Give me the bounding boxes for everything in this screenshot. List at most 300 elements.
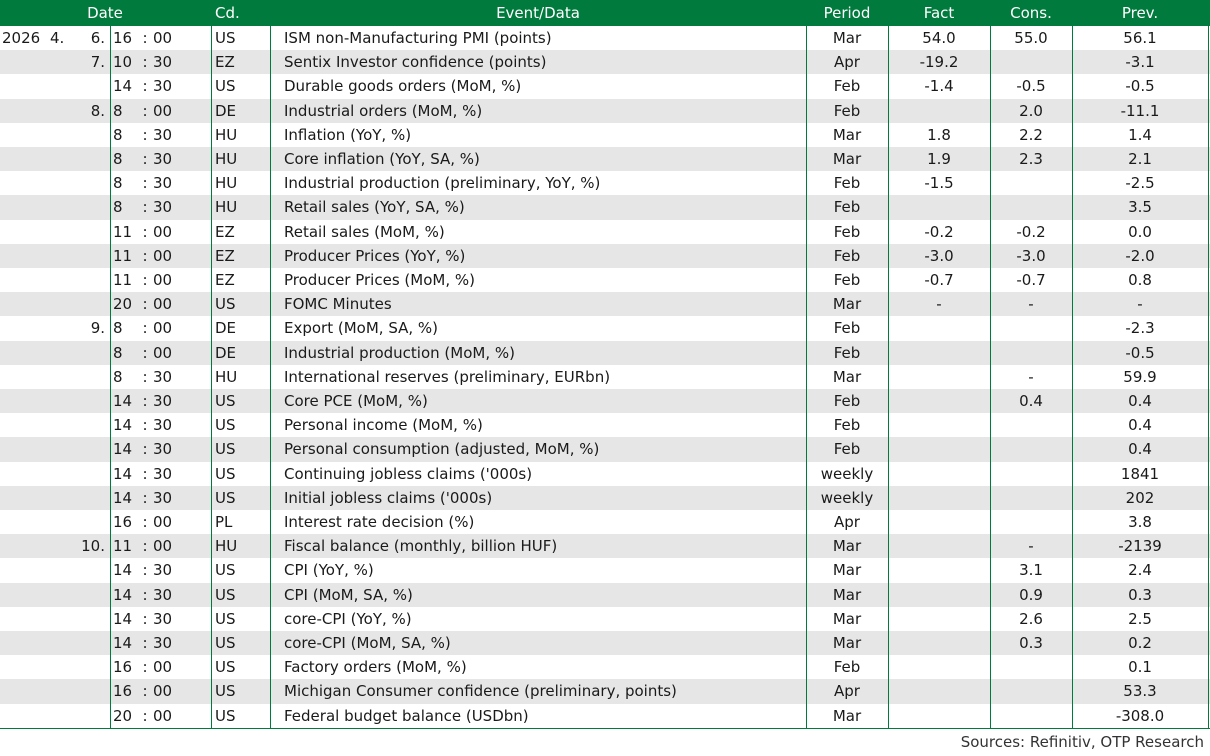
column-divider (1072, 26, 1073, 728)
day-cell (72, 607, 105, 631)
month-cell (50, 655, 74, 679)
previous-cell: 0.4 (1128, 392, 1152, 410)
previous-cell: 1.4 (1128, 125, 1152, 144)
period-cell: Apr (834, 513, 860, 531)
table-row (0, 171, 1210, 195)
consensus-cell (990, 341, 1072, 365)
event-cell: Initial jobless claims ('000s) (284, 488, 493, 507)
table-row (0, 655, 1210, 679)
period-cell: Mar (832, 561, 862, 580)
day-cell (72, 74, 105, 98)
country-code-cell: HU (215, 198, 238, 217)
table-row (0, 486, 1210, 510)
month-cell (50, 147, 74, 171)
minute-cell: 00 (153, 706, 173, 725)
day-cell (72, 462, 105, 486)
country-code-cell: HU (215, 537, 238, 556)
month-cell (50, 413, 74, 437)
period-cell: Mar (832, 609, 862, 628)
table-row (0, 268, 1210, 292)
hour-cell: 20 (113, 706, 133, 725)
header-prev: Prev. (1121, 4, 1159, 22)
time-separator: : (142, 416, 148, 435)
period-cell: Feb (833, 222, 861, 241)
table-row (0, 74, 1210, 98)
consensus-cell: 2.3 (1019, 150, 1043, 168)
time-separator: : (142, 77, 148, 96)
event-cell: Producer Prices (YoY, %) (284, 246, 466, 265)
fact-cell (888, 341, 990, 365)
header-cons: Cons. (1010, 4, 1052, 22)
consensus-cell (990, 655, 1072, 679)
minute-cell: 00 (153, 537, 173, 556)
table-row (0, 534, 1210, 558)
time-separator: : (142, 174, 148, 193)
day-cell (72, 195, 105, 219)
table-row (0, 437, 1210, 461)
hour-cell: 14 (113, 464, 133, 483)
year-cell (2, 558, 46, 582)
month-cell (50, 50, 74, 74)
time-separator: : (142, 29, 148, 47)
hour-cell: 8 (113, 198, 123, 217)
minute-cell: 30 (153, 464, 173, 483)
hour-cell: 8 (113, 125, 123, 144)
year-cell (2, 389, 46, 413)
month-cell: 4. (50, 29, 65, 47)
month-cell (50, 341, 74, 365)
month-cell (50, 316, 74, 340)
header-date (0, 0, 212, 26)
consensus-cell: 3.1 (1019, 561, 1043, 580)
period-cell: Feb (833, 246, 861, 265)
fact-cell (888, 99, 990, 123)
time-separator: : (142, 609, 148, 628)
header-event: Event/Data (496, 4, 580, 22)
year-cell (2, 99, 46, 123)
minute-cell: 30 (153, 488, 173, 507)
time-separator: : (142, 561, 148, 580)
year-cell (2, 365, 46, 389)
fact-cell (888, 583, 990, 607)
country-code-cell: DE (215, 343, 237, 362)
minute-cell: 00 (153, 295, 173, 314)
year-cell (2, 486, 46, 510)
hour-cell: 14 (113, 440, 133, 459)
previous-cell: -3.1 (1125, 53, 1155, 72)
minute-cell: 00 (153, 222, 173, 241)
consensus-cell (990, 316, 1072, 340)
column-divider (806, 26, 807, 728)
minute-cell: 30 (153, 53, 173, 72)
table-row (0, 389, 1210, 413)
month-cell (50, 704, 74, 728)
minute-cell: 30 (153, 77, 173, 96)
table-row (0, 558, 1210, 582)
time-separator: : (142, 464, 148, 483)
consensus-cell: - (1028, 295, 1034, 314)
period-cell: weekly (820, 464, 874, 483)
month-cell (50, 292, 74, 316)
day-cell: 6. (90, 29, 105, 47)
fact-cell: -1.4 (924, 77, 954, 96)
previous-cell: 2.1 (1128, 150, 1152, 168)
minute-cell: 00 (153, 246, 173, 265)
time-separator: : (142, 271, 148, 289)
column-divider (990, 26, 991, 728)
year-cell (2, 50, 46, 74)
period-cell: Feb (833, 343, 861, 362)
country-code-cell: US (215, 440, 236, 459)
minute-cell: 00 (153, 513, 173, 531)
country-code-cell: US (215, 488, 236, 507)
year-cell (2, 655, 46, 679)
month-cell (50, 607, 74, 631)
year-cell (2, 679, 46, 703)
previous-cell: 53.3 (1123, 682, 1157, 701)
event-cell: Fiscal balance (monthly, billion HUF) (284, 537, 558, 556)
year-cell (2, 341, 46, 365)
day-cell (72, 171, 105, 195)
event-cell: FOMC Minutes (284, 295, 392, 314)
table-row (0, 195, 1210, 219)
year-cell (2, 220, 46, 244)
year-cell (2, 195, 46, 219)
minute-cell: 30 (153, 150, 173, 168)
fact-cell: -0.7 (924, 271, 954, 289)
hour-cell: 14 (113, 561, 133, 580)
country-code-cell: DE (215, 319, 237, 338)
day-cell (72, 292, 105, 316)
event-cell: Core inflation (YoY, SA, %) (284, 150, 480, 168)
hour-cell: 8 (113, 101, 123, 120)
period-cell: Feb (833, 198, 861, 217)
previous-cell: -11.1 (1120, 101, 1160, 120)
day-cell (72, 365, 105, 389)
column-divider (1208, 26, 1209, 728)
event-cell: Retail sales (YoY, SA, %) (284, 198, 465, 217)
year-cell (2, 462, 46, 486)
previous-cell: 2.5 (1128, 609, 1152, 628)
hour-cell: 16 (113, 29, 133, 47)
consensus-cell: -0.5 (1016, 77, 1046, 96)
hour-cell: 8 (113, 319, 123, 338)
fact-cell: 1.8 (927, 125, 951, 144)
minute-cell: 30 (153, 174, 173, 193)
month-cell (50, 99, 74, 123)
minute-cell: 30 (153, 609, 173, 628)
hour-cell: 14 (113, 585, 133, 604)
consensus-cell: 0.3 (1019, 634, 1043, 652)
year-cell (2, 244, 46, 268)
period-cell: Mar (832, 125, 862, 144)
event-cell: Retail sales (MoM, %) (284, 222, 445, 241)
minute-cell: 00 (153, 101, 173, 120)
month-cell (50, 583, 74, 607)
fact-cell (888, 365, 990, 389)
period-cell: weekly (820, 488, 874, 507)
country-code-cell: US (215, 392, 236, 410)
country-code-cell: US (215, 682, 236, 701)
day-cell: 9. (90, 319, 105, 338)
country-code-cell: US (215, 29, 236, 47)
minute-cell: 30 (153, 125, 173, 144)
previous-cell: 0.0 (1128, 222, 1152, 241)
period-cell: Feb (833, 174, 861, 193)
hour-cell: 8 (113, 174, 123, 193)
table-row (0, 50, 1210, 74)
fact-cell: -3.0 (924, 246, 954, 265)
consensus-cell: 2.6 (1019, 609, 1043, 628)
table-row (0, 26, 1210, 50)
hour-cell: 14 (113, 609, 133, 628)
period-cell: Feb (833, 77, 861, 96)
table-row (0, 244, 1210, 268)
event-cell: Industrial production (preliminary, YoY, %) (284, 174, 601, 193)
fact-cell (888, 704, 990, 728)
time-separator: : (142, 488, 148, 507)
minute-cell: 30 (153, 585, 173, 604)
year-cell (2, 510, 46, 534)
event-cell: core-CPI (MoM, SA, %) (284, 634, 451, 652)
time-separator: : (142, 53, 148, 72)
header-period: Period (823, 4, 871, 22)
event-cell: Federal budget balance (USDbn) (284, 706, 529, 725)
consensus-cell (990, 704, 1072, 728)
previous-cell: -2139 (1118, 537, 1162, 556)
minute-cell: 30 (153, 634, 173, 652)
table-row (0, 679, 1210, 703)
country-code-cell: US (215, 416, 236, 435)
month-cell (50, 74, 74, 98)
previous-cell: - (1137, 295, 1143, 314)
time-separator: : (142, 295, 148, 314)
day-cell (72, 679, 105, 703)
country-code-cell: HU (215, 125, 238, 144)
minute-cell: 30 (153, 198, 173, 217)
fact-cell (888, 437, 990, 461)
consensus-cell (990, 50, 1072, 74)
consensus-cell: 0.4 (1019, 392, 1043, 410)
minute-cell: 30 (153, 392, 173, 410)
month-cell (50, 486, 74, 510)
consensus-cell: -0.2 (1016, 222, 1046, 241)
sources-note: Sources: Refinitiv, OTP Research (960, 733, 1204, 751)
previous-cell: -2.5 (1125, 174, 1155, 193)
consensus-cell (990, 195, 1072, 219)
consensus-cell (990, 510, 1072, 534)
previous-cell: 3.5 (1128, 198, 1152, 217)
event-cell: Inflation (YoY, %) (284, 125, 412, 144)
month-cell (50, 679, 74, 703)
country-code-cell: US (215, 609, 236, 628)
table-row (0, 583, 1210, 607)
time-separator: : (142, 150, 148, 168)
hour-cell: 16 (113, 658, 133, 677)
consensus-cell (990, 437, 1072, 461)
event-cell: ISM non-Manufacturing PMI (points) (284, 29, 552, 47)
time-separator: : (142, 585, 148, 604)
month-cell (50, 558, 74, 582)
previous-cell: 0.4 (1128, 416, 1152, 435)
day-cell (72, 123, 105, 147)
previous-cell: 2.4 (1128, 561, 1152, 580)
month-cell (50, 631, 74, 655)
period-cell: Feb (833, 101, 861, 120)
fact-cell (888, 389, 990, 413)
period-cell: Apr (834, 682, 860, 701)
period-cell: Feb (833, 271, 861, 289)
month-cell (50, 268, 74, 292)
hour-cell: 11 (113, 271, 133, 289)
minute-cell: 00 (153, 271, 173, 289)
table-row (0, 292, 1210, 316)
fact-cell: - (936, 295, 942, 314)
time-separator: : (142, 343, 148, 362)
country-code-cell: US (215, 658, 236, 677)
table-row (0, 607, 1210, 631)
event-cell: Industrial orders (MoM, %) (284, 101, 483, 120)
consensus-cell: 55.0 (1014, 29, 1048, 47)
previous-cell: 1841 (1120, 464, 1160, 483)
fact-cell (888, 195, 990, 219)
country-code-cell: US (215, 706, 236, 725)
country-code-cell: HU (215, 367, 238, 386)
table-row (0, 341, 1210, 365)
period-cell: Feb (833, 658, 861, 677)
year-cell (2, 147, 46, 171)
consensus-cell: - (1028, 367, 1034, 386)
hour-cell: 14 (113, 392, 133, 410)
previous-cell: -0.5 (1125, 343, 1155, 362)
day-cell (72, 147, 105, 171)
day-cell (72, 486, 105, 510)
fact-cell: -1.5 (924, 174, 954, 193)
previous-cell: 3.8 (1128, 513, 1152, 531)
fact-cell (888, 558, 990, 582)
previous-cell: -2.3 (1125, 319, 1155, 338)
hour-cell: 20 (113, 295, 133, 314)
country-code-cell: EZ (215, 222, 235, 241)
hour-cell: 14 (113, 488, 133, 507)
event-cell: Factory orders (MoM, %) (284, 658, 467, 677)
event-cell: CPI (YoY, %) (284, 561, 374, 580)
year-cell (2, 292, 46, 316)
day-cell (72, 389, 105, 413)
event-cell: Sentix Investor confidence (points) (284, 53, 547, 72)
year-cell (2, 413, 46, 437)
minute-cell: 30 (153, 440, 173, 459)
year-cell (2, 704, 46, 728)
consensus-cell (990, 679, 1072, 703)
fact-cell: -19.2 (919, 53, 959, 72)
day-cell: 8. (90, 101, 105, 120)
event-cell: Michigan Consumer confidence (preliminary, points) (284, 682, 677, 701)
hour-cell: 11 (113, 222, 133, 241)
period-cell: Apr (834, 53, 860, 72)
fact-cell (888, 679, 990, 703)
consensus-cell: -0.7 (1016, 271, 1046, 289)
previous-cell: 56.1 (1123, 29, 1157, 47)
month-cell (50, 534, 74, 558)
event-cell: Core PCE (MoM, %) (284, 392, 428, 410)
header-date-label: Date (87, 4, 123, 22)
minute-cell: 00 (153, 319, 173, 338)
table-row (0, 99, 1210, 123)
minute-cell: 00 (153, 29, 173, 47)
year-cell (2, 631, 46, 655)
previous-cell: 0.4 (1128, 440, 1152, 459)
time-separator: : (142, 222, 148, 241)
fact-cell (888, 631, 990, 655)
day-cell (72, 510, 105, 534)
previous-cell: -0.5 (1125, 77, 1155, 96)
country-code-cell: US (215, 561, 236, 580)
minute-cell: 30 (153, 561, 173, 580)
table-row (0, 123, 1210, 147)
month-cell (50, 220, 74, 244)
event-cell: International reserves (preliminary, EURbn) (284, 367, 611, 386)
time-separator: : (142, 682, 148, 701)
table-row (0, 147, 1210, 171)
previous-cell: 0.1 (1128, 658, 1152, 677)
year-cell (2, 437, 46, 461)
month-cell (50, 171, 74, 195)
day-cell (72, 244, 105, 268)
year-cell (2, 316, 46, 340)
month-cell (50, 365, 74, 389)
event-cell: Export (MoM, SA, %) (284, 319, 439, 338)
day-cell (72, 341, 105, 365)
fact-cell (888, 316, 990, 340)
consensus-cell (990, 413, 1072, 437)
fact-cell (888, 655, 990, 679)
event-cell: core-CPI (YoY, %) (284, 609, 412, 628)
month-cell (50, 462, 74, 486)
time-separator: : (142, 246, 148, 265)
period-cell: Feb (833, 319, 861, 338)
hour-cell: 11 (113, 537, 133, 556)
consensus-cell (990, 486, 1072, 510)
period-cell: Feb (833, 440, 861, 459)
consensus-cell: -3.0 (1016, 246, 1046, 265)
country-code-cell: EZ (215, 53, 235, 72)
time-separator: : (142, 125, 148, 144)
hour-cell: 14 (113, 416, 133, 435)
time-separator: : (142, 537, 148, 556)
table-bottom-border (0, 728, 1210, 729)
consensus-cell: - (1028, 537, 1034, 556)
day-cell (72, 583, 105, 607)
fact-cell (888, 486, 990, 510)
table-row (0, 510, 1210, 534)
previous-cell: 59.9 (1123, 367, 1157, 386)
country-code-cell: HU (215, 150, 238, 168)
day-cell (72, 704, 105, 728)
time-separator: : (142, 658, 148, 677)
day-cell: 10. (81, 537, 105, 556)
hour-cell: 8 (113, 367, 123, 386)
month-cell (50, 195, 74, 219)
month-cell (50, 123, 74, 147)
time-separator: : (142, 101, 148, 120)
hour-cell: 16 (113, 513, 133, 531)
country-code-cell: PL (215, 513, 233, 531)
hour-cell: 11 (113, 246, 133, 265)
period-cell: Mar (832, 29, 862, 47)
day-cell (72, 437, 105, 461)
country-code-cell: US (215, 585, 236, 604)
